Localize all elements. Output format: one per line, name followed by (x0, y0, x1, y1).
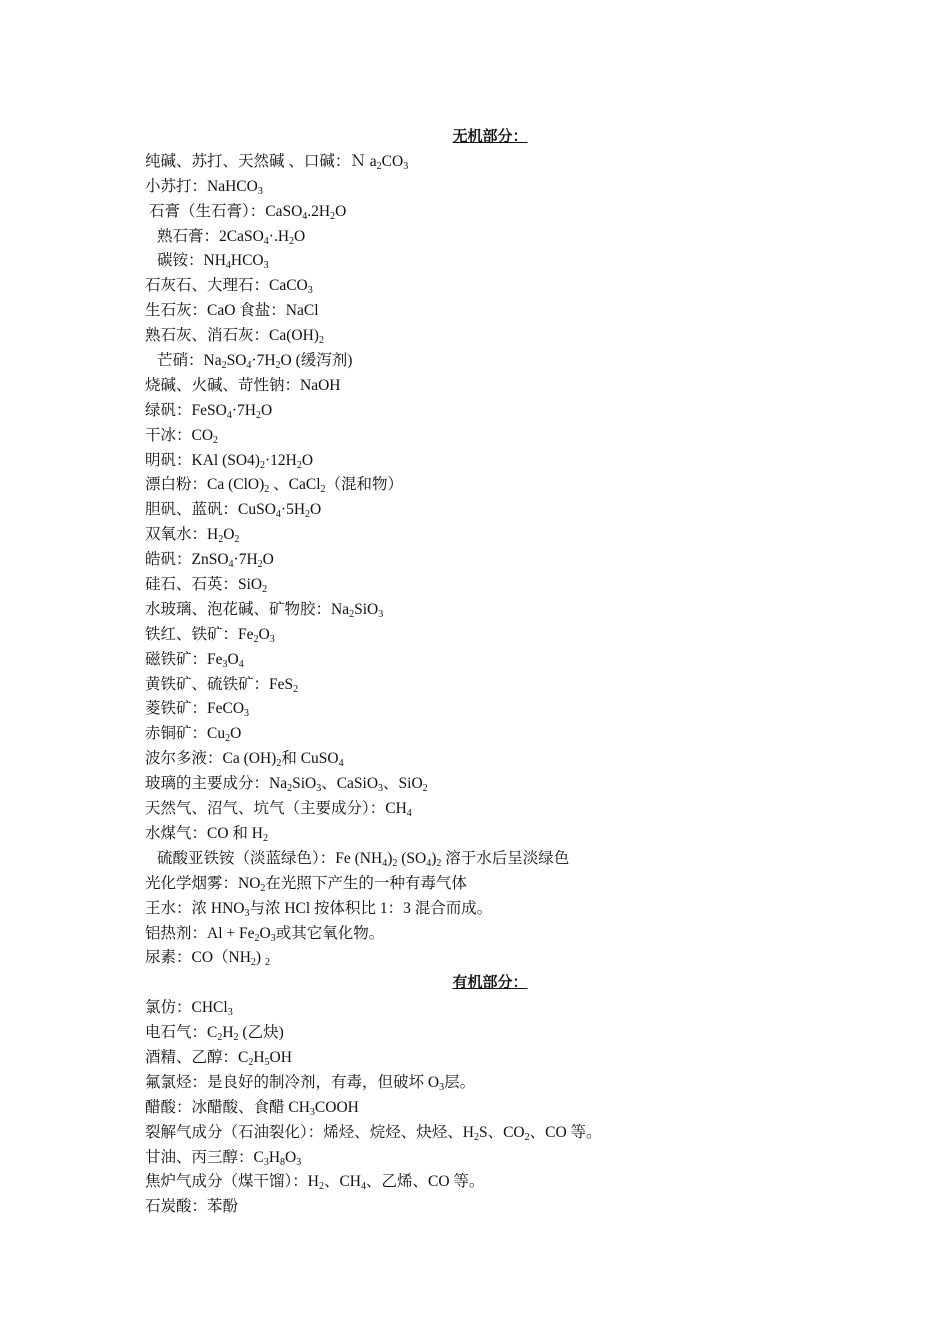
subscript: 2 (213, 434, 219, 446)
line-text: O (260, 401, 273, 419)
line-water-glass (145, 598, 845, 623)
subscript: 2 (473, 1131, 479, 1143)
line-text: 、乙烯、CO 等。 (366, 1173, 485, 1191)
line-text: 天然气、沼气、坑气（主要成分）：CH (145, 800, 407, 818)
line-text: ) (387, 849, 393, 867)
line-plaster (145, 225, 845, 250)
line-glass (145, 772, 845, 797)
line-text: 石膏（生石膏）：CaSO (149, 202, 303, 220)
line-text: O (259, 924, 271, 942)
subscript: 2 (262, 832, 268, 844)
subscript: 3 (296, 1156, 302, 1168)
subscript: 2 (305, 509, 311, 521)
subscript: 2 (254, 932, 260, 944)
line-text: 与浓 HCl 按体积比 1：3 混合而成。 (249, 899, 493, 917)
line-text: 芒硝：Na (157, 352, 222, 370)
line-text: (SO (397, 849, 427, 867)
line-text: O (230, 725, 242, 743)
subscript: 4 (246, 360, 252, 372)
line-text: O (310, 501, 322, 519)
subscript: 2 (275, 360, 281, 372)
subscript: 2 (264, 484, 270, 496)
line-baking-soda (145, 175, 845, 200)
line-text: 、SiO (383, 775, 423, 793)
subscript: 2 (296, 459, 302, 471)
subscript: 2 (259, 459, 265, 471)
line-text: (乙炔) (238, 1024, 284, 1042)
line-text: 小苏打：NaHCO (145, 177, 258, 195)
subscript: 3 (439, 1081, 445, 1093)
line-text: 黄铁矿、硫铁矿：FeS (145, 675, 294, 693)
subscript: 3 (378, 783, 384, 795)
subscript: 8 (280, 1156, 286, 1168)
subscript: 3 (307, 285, 313, 297)
subscript: 2 (264, 957, 270, 969)
line-text: O (缓泻剂) (280, 352, 353, 370)
line-text: COOH (314, 1098, 359, 1116)
line-text: 胆矾、蓝矾：CuSO (145, 501, 276, 519)
line-text: 铁红、铁矿：Fe (145, 625, 254, 643)
line-text: 绿矾：FeSO (145, 401, 227, 419)
subscript: 2 (318, 335, 324, 347)
subscript: 4 (302, 210, 308, 222)
line-text: ) (255, 949, 265, 967)
line-text: 酒精、乙醇：C (145, 1048, 249, 1066)
line-text: ·.H (268, 227, 290, 245)
line-gypsum (145, 200, 845, 225)
line-text: O (227, 650, 239, 668)
line-text: 波尔多液：Ca (OH) (145, 750, 277, 768)
subscript: 3 (222, 658, 228, 670)
line-text: ·7H (231, 401, 256, 419)
line-text: 赤铜矿：Cu (145, 725, 226, 743)
line-text: 、CH (323, 1173, 361, 1191)
subscript: 3 (257, 185, 263, 197)
subscript: 2 (233, 1032, 239, 1044)
line-text: 硅石、石英：SiO (145, 576, 263, 594)
line-hydrogen-peroxide (145, 523, 845, 548)
line-text: OH (269, 1048, 292, 1066)
subscript: 3 (263, 1156, 269, 1168)
line-text: ·7H (251, 352, 276, 370)
line-text: 菱铁矿：FeCO (145, 700, 245, 718)
line-text: 烧碱、火碱、苛性钠：NaOH (145, 376, 341, 394)
line-aqua-regia (145, 897, 845, 922)
line-acetic-acid (145, 1096, 845, 1121)
line-text: ) (431, 849, 437, 867)
subscript: 2 (255, 409, 261, 421)
line-caustic-soda (145, 374, 845, 399)
line-text: 熟石灰、消石灰：Ca(OH) (145, 327, 319, 345)
line-text: 、CaCl (269, 476, 321, 494)
subscript: 2 (218, 534, 224, 546)
line-bordeaux (145, 747, 845, 772)
line-text: 磁铁矿：Fe (145, 650, 223, 668)
line-text: SiO (292, 775, 317, 793)
section-heading-organic (145, 971, 845, 996)
line-carbolic-acid (145, 1195, 845, 1220)
subscript: 2 (320, 484, 326, 496)
section-heading-text: 有机部分： (452, 975, 528, 992)
line-chloroform (145, 996, 845, 1021)
line-mirabilite (145, 349, 845, 374)
line-hematite (145, 623, 845, 648)
subscript: 3 (244, 708, 250, 720)
subscript: 3 (378, 608, 384, 620)
subscript: 2 (330, 210, 336, 222)
line-text: 硫酸亚铁铵（淡蓝绿色）：Fe (NH (157, 849, 383, 867)
subscript: 2 (262, 584, 268, 596)
line-text: 和 CuSO (281, 750, 339, 768)
line-ethanol (145, 1046, 845, 1071)
subscript: 4 (238, 658, 244, 670)
line-text: 漂白粉：Ca (ClO) (145, 476, 265, 494)
line-text: 、CO 等。 (529, 1123, 602, 1141)
line-text: ·7H (233, 551, 258, 569)
subscript: 2 (287, 783, 293, 795)
subscript: 4 (406, 808, 412, 820)
line-text: O (262, 551, 274, 569)
line-soda-ash (145, 150, 845, 175)
line-text: 尿素：CO（NH (145, 949, 251, 967)
subscript: 3 (270, 932, 276, 944)
subscript: 3 (316, 783, 322, 795)
line-smog (145, 872, 845, 897)
subscript: 2 (392, 857, 398, 869)
line-mohr-salt (145, 847, 845, 872)
line-text: 层。 (444, 1073, 476, 1091)
line-ammonium-bicarbonate (145, 249, 845, 274)
line-text: SO (226, 352, 247, 370)
line-text: HCO (230, 252, 264, 270)
line-text: H (222, 1024, 234, 1042)
line-text: 醋酸：冰醋酸、食醋 CH (145, 1098, 310, 1116)
line-green-vitriol (145, 399, 845, 424)
section-heading-text: 无机部分： (452, 129, 528, 145)
line-text: 石灰石、大理石：CaCO (145, 277, 308, 295)
line-text: 明矾：KAl (SO4) (145, 451, 260, 469)
line-text: S、CO (478, 1123, 525, 1141)
subscript: 2 (250, 957, 256, 969)
line-dry-ice (145, 424, 845, 449)
line-text: 光化学烟雾：NO (145, 874, 261, 892)
subscript: 2 (257, 559, 263, 571)
line-text: 氯仿：CHCl (145, 999, 228, 1017)
line-alum (145, 449, 845, 474)
line-text: 铝热剂：Al + Fe (145, 924, 255, 942)
line-text: O (285, 1148, 297, 1166)
subscript: 2 (253, 633, 259, 645)
line-text: 在光照下产生的一种有毒气体 (265, 874, 467, 892)
line-text: ·5H (280, 501, 306, 519)
line-glycerol (145, 1146, 845, 1171)
line-freon (145, 1071, 845, 1096)
line-text: 玻璃的主要成分：Na (145, 775, 288, 793)
subscript: 4 (226, 409, 232, 421)
line-text: 焦炉气成分（煤干馏）：H (145, 1173, 319, 1191)
subscript: 3 (309, 1106, 315, 1118)
line-text: （混和物） (325, 476, 404, 494)
subscript: 2 (248, 1056, 254, 1068)
line-text: H (253, 1048, 265, 1066)
line-text: 裂解气成分（石油裂化）：烯烃、烷烃、炔烃、H (145, 1123, 474, 1141)
subscript: 4 (338, 758, 344, 770)
line-text: O (335, 202, 347, 220)
line-text: 干冰：CO (145, 426, 214, 444)
line-text: 或其它氧化物。 (275, 924, 385, 942)
subscript: 2 (376, 160, 382, 172)
line-text: O (301, 451, 314, 469)
line-coke-oven-gas (145, 1170, 845, 1195)
line-text: 石炭酸：苯酚 (145, 1198, 239, 1216)
line-cracking-gas (145, 1121, 845, 1146)
line-text: 电石气：C (145, 1024, 218, 1042)
subscript: 3 (403, 160, 409, 172)
line-text: ·12H (264, 451, 297, 469)
subscript: 4 (361, 1181, 366, 1193)
subscript: 2 (234, 534, 240, 546)
line-text: 生石灰：CaO 食盐：NaCl (145, 302, 319, 320)
line-text: O (258, 625, 270, 643)
line-text: CO (381, 152, 404, 170)
subscript: 3 (269, 633, 275, 645)
line-white-vitriol (145, 548, 845, 573)
line-text: 碳铵：NH (157, 252, 226, 270)
subscript: 2 (221, 360, 227, 372)
line-magnetite (145, 648, 845, 673)
line-text: 水煤气：CO 和 H (145, 824, 263, 842)
section-heading-inorganic (145, 125, 845, 150)
line-text: 溶于水后呈淡绿色 (441, 849, 570, 867)
line-urea (145, 946, 845, 971)
line-slaked-lime (145, 324, 845, 349)
line-quicklime (145, 299, 845, 324)
line-quartz (145, 573, 845, 598)
line-text: SiO (354, 600, 379, 618)
line-blue-vitriol (145, 498, 845, 523)
line-text: 纯碱、苏打、天然碱 、口碱：Ｎ a (145, 152, 377, 170)
subscript: 4 (228, 559, 234, 571)
line-text: 熟石膏：2CaSO (157, 227, 264, 245)
subscript: 3 (227, 1007, 233, 1019)
subscript: 2 (260, 882, 266, 894)
subscript: 4 (426, 857, 432, 869)
line-text: 皓矾：ZnSO (145, 551, 229, 569)
line-pyrite (145, 673, 845, 698)
line-natural-gas (145, 797, 845, 822)
subscript: 5 (264, 1056, 270, 1068)
subscript: 2 (293, 683, 299, 695)
subscript: 2 (225, 733, 231, 745)
subscript: 2 (217, 1032, 223, 1044)
line-text: 双氧水：H (145, 526, 219, 544)
line-thermite (145, 922, 845, 947)
subscript: 3 (244, 907, 250, 919)
line-siderite (145, 697, 845, 722)
subscript: 2 (289, 235, 295, 247)
line-text: 水玻璃、泡花碱、矿物胶：Na (145, 600, 350, 618)
subscript: 2 (276, 758, 282, 770)
line-limestone (145, 274, 845, 299)
subscript: 2 (422, 783, 428, 795)
line-text: 氟氯烃：是良好的制冷剂，有毒，但破坏 O (145, 1073, 440, 1091)
line-text: 甘油、丙三醇：C (145, 1148, 264, 1166)
subscript: 4 (263, 235, 269, 247)
subscript: 4 (382, 857, 388, 869)
line-cuprite (145, 722, 845, 747)
subscript: 2 (349, 608, 355, 620)
document-body (145, 125, 845, 1220)
subscript: 2 (436, 857, 442, 869)
line-text: H (268, 1148, 281, 1166)
subscript: 4 (225, 260, 231, 272)
line-text: .2H (307, 202, 331, 220)
line-bleaching-powder (145, 473, 845, 498)
subscript: 4 (275, 509, 281, 521)
subscript: 3 (263, 260, 269, 272)
line-text: 王水：浓 HNO (145, 899, 245, 917)
line-text: 、CaSiO (321, 775, 379, 793)
line-acetylene (145, 1021, 845, 1046)
subscript: 2 (524, 1131, 530, 1143)
line-text: O (223, 526, 235, 544)
line-text: O (294, 227, 306, 245)
line-water-gas (145, 822, 845, 847)
subscript: 2 (318, 1181, 324, 1193)
